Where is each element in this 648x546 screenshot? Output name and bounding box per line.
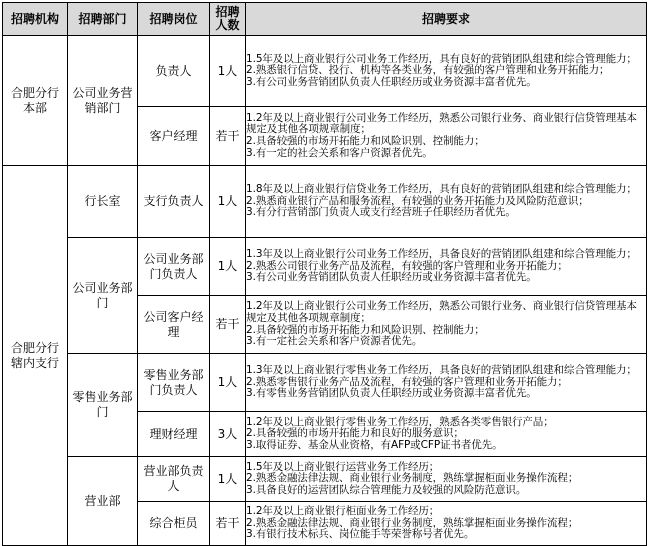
post-cell	[138, 166, 210, 238]
post-label: 公司业务部门负责人	[143, 251, 204, 281]
header-row	[3, 3, 647, 36]
post-label: 负责人	[155, 63, 192, 78]
post-label: 公司客户经理	[143, 309, 204, 339]
req-line: 2.熟悉金融法律法规、商业银行业务制度，熟练掌握柜面业务操作流程；	[246, 472, 579, 485]
header-num	[210, 3, 246, 36]
post-label: 支行负责人	[143, 194, 204, 208]
req-cell	[246, 354, 647, 412]
req-line: 1.5年及以上商业银行公司业务工作经历，具有良好的营销团队组建和综合管理能力；	[246, 52, 637, 65]
req-line: 3.有分行营销部门负责人或支行经营班子任职经历者优先。	[246, 206, 516, 219]
req-line: 3.有零售业务营销团队负责人任职经历或业务资源丰富者优先。	[246, 387, 537, 400]
req-line: 2.熟悉商业银行产品和服务流程，有较强的业务开拓能力及风险防范意识；	[246, 194, 589, 207]
post-label: 客户经理	[149, 128, 198, 143]
req-line: 1.2年及以上商业银行公司业务工作经历，熟悉公司银行业务、商业银行信贷管理基本规定及其他各项规章制度；	[246, 300, 637, 324]
header-post: 招聘岗位	[138, 3, 210, 36]
req-line: 2.熟悉银行信贷、投行、机构等各类业务，有较强的客户管理和业务开拓能力；	[246, 64, 610, 77]
post-cell	[138, 296, 210, 354]
post-label: 综合柜员	[149, 516, 198, 530]
dept-cell	[68, 354, 138, 457]
post-cell	[138, 412, 210, 457]
req-line: 1.2年及以上商业银行柜面业务工作经历；	[246, 505, 440, 518]
req-line: 3.有一定社会关系和客户资源者优先。	[246, 335, 423, 348]
dept-cell	[68, 238, 138, 354]
org-label: 合肥分行本部	[10, 85, 59, 115]
dept-cell	[68, 166, 138, 238]
req-line: 1.5年及以上商业银行运营业务工作经历；	[246, 460, 440, 473]
req-cell	[246, 238, 647, 296]
post-label: 理财经理	[149, 426, 198, 441]
num-cell: 1人	[210, 457, 246, 502]
req-line: 1.2年及以上商业银行零售业务工作经历，熟悉各类零售银行产品；	[246, 415, 554, 428]
req-cell	[246, 296, 647, 354]
post-cell	[138, 457, 210, 502]
num-cell: 3人	[210, 412, 246, 457]
dept-cell	[68, 36, 138, 166]
org-label: 合肥分行辖内支行	[10, 340, 59, 370]
dept-label: 零售业务部门	[72, 390, 133, 419]
req-line: 2.熟悉零售银行业务产品及流程，有较强的客户管理和业务开拓能力；	[246, 375, 568, 388]
req-line: 3.取得证券、基金从业资格，有AFP或CFP证书者优先。	[246, 438, 503, 451]
dept-label: 公司业务部门	[72, 280, 133, 310]
recruitment-table-wrapper	[2, 2, 646, 546]
req-line: 3.有一定的社会关系和客户资源者优先。	[246, 146, 433, 159]
post-cell	[138, 107, 210, 166]
req-line: 3.有公司业务营销团队负责人任职经历或业务资源丰富者优先。	[246, 75, 537, 88]
org-cell	[3, 166, 68, 546]
req-cell	[246, 166, 647, 238]
req-cell	[246, 107, 647, 166]
req-line: 1.3年及以上商业银行公司业务工作经历，具备良好的营销团队组建和综合管理能力；	[246, 248, 637, 261]
req-line: 2.具备较强的市场开拓能力和良好的服务意识；	[246, 427, 464, 440]
post-label: 零售业务部门负责人	[143, 367, 204, 397]
num-cell: 1人	[210, 166, 246, 238]
header-num-line1: 招聘	[215, 5, 240, 19]
req-line: 2.熟悉公司银行业务产品及流程，有较强的客户管理和业务开拓能力；	[246, 259, 568, 272]
dept-cell	[68, 457, 138, 546]
dept-label: 行长室	[84, 194, 121, 208]
num-cell: 1人	[210, 354, 246, 412]
req-line: 1.8年及以上商业银行信贷业务工作经历，具有良好的营销团队组建和综合管理能力；	[246, 183, 637, 196]
req-line: 3.有公司业务营销团队负责人任职经历或业务资源丰富者优先。	[246, 271, 537, 284]
table-row	[3, 36, 647, 107]
req-line: 1.2年及以上商业银行公司业务工作经历，熟悉公司银行业务、商业银行信贷管理基本规定及其他各项规章制度；	[246, 111, 637, 136]
table-row	[3, 354, 647, 412]
recruitment-table	[2, 2, 647, 546]
req-cell	[246, 502, 647, 546]
req-line: 3.具备良好的运营团队综合管理能力及较强的风险防范意识。	[246, 483, 527, 496]
table-row	[3, 166, 647, 238]
header-org: 招聘机构	[3, 3, 68, 36]
table-row	[3, 457, 647, 502]
post-cell	[138, 354, 210, 412]
header-req: 招聘要求	[246, 3, 647, 36]
post-cell	[138, 238, 210, 296]
post-label: 营业部负责人	[143, 464, 204, 493]
num-cell: 若干	[210, 107, 246, 166]
req-cell	[246, 457, 647, 502]
req-cell	[246, 36, 647, 107]
req-cell	[246, 412, 647, 457]
req-line: 2.具备较强的市场开拓能力和风险识别、控制能力；	[246, 323, 485, 336]
header-num-line2: 人数	[215, 18, 240, 32]
req-line: 3.有银行技术标兵、岗位能手等荣誉称号者优先。	[246, 528, 475, 541]
num-cell: 若干	[210, 296, 246, 354]
dept-label: 公司业务营销部门	[72, 85, 133, 115]
header-dept: 招聘部门	[68, 3, 138, 36]
dept-label: 营业部	[84, 493, 121, 508]
req-line: 1.3年及以上商业银行零售业务工作经历，具备良好的营销团队组建和综合管理能力；	[246, 364, 637, 377]
num-cell: 若干	[210, 502, 246, 546]
req-line: 2.熟悉金融法律法规、商业银行业务制度，熟练掌握柜面业务操作流程；	[246, 516, 579, 529]
post-cell	[138, 502, 210, 546]
num-cell: 1人	[210, 36, 246, 107]
table-row	[3, 238, 647, 296]
post-cell	[138, 36, 210, 107]
req-line: 2.具备较强的市场开拓能力和风险识别、控制能力；	[246, 135, 485, 147]
org-cell	[3, 36, 68, 166]
num-cell: 1人	[210, 238, 246, 296]
